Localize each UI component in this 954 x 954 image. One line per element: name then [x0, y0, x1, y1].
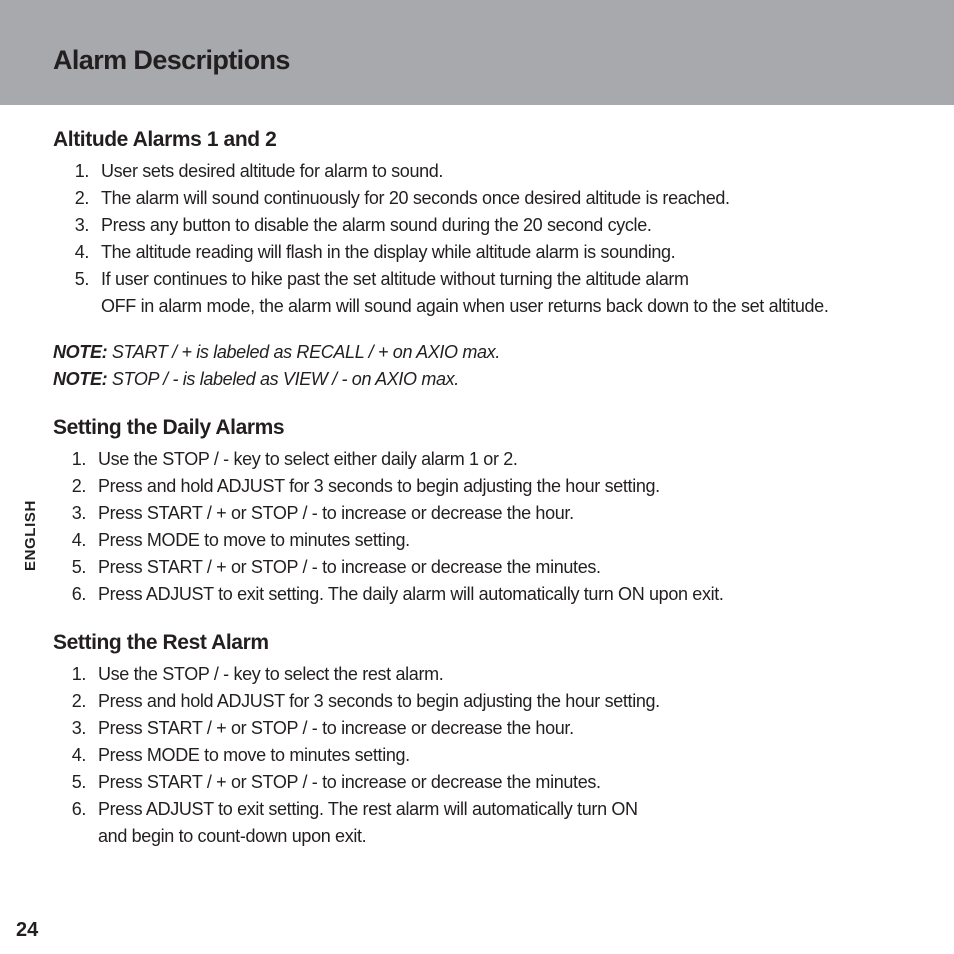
step-text: Press MODE to move to minutes setting. — [98, 745, 410, 765]
step-text: Press START / + or STOP / - to increase or decrease the hour. — [98, 718, 574, 738]
page-title: Alarm Descriptions — [53, 45, 290, 75]
step-text: Press ADJUST to exit setting. The daily alarm will automatically turn ON upon exit. — [98, 584, 724, 604]
section-rest-alarm — [53, 628, 933, 850]
list-item — [53, 742, 933, 769]
step-number: 1. — [74, 161, 89, 181]
page-number: 24 — [16, 919, 39, 941]
step-text — [101, 266, 828, 320]
step-text: Press START / + or STOP / - to increase or decrease the minutes. — [98, 557, 601, 577]
step-text: Press and hold ADJUST for 3 seconds to begin adjusting the hour setting. — [98, 691, 660, 711]
step-number: 2. — [74, 188, 89, 208]
step-number: 6. — [71, 584, 86, 604]
step-number: 4. — [71, 530, 86, 550]
step-text-line: Press ADJUST to exit setting. The rest alarm will automatically turn ON — [98, 799, 638, 819]
step-number: 5. — [71, 557, 86, 577]
list-item — [53, 473, 933, 500]
step-number: 1. — [71, 449, 86, 469]
daily-steps-list — [53, 446, 933, 608]
altitude-steps-list — [53, 158, 933, 320]
section-heading: Altitude Alarms 1 and 2 — [53, 128, 277, 151]
list-item — [53, 796, 933, 850]
list-item — [53, 715, 933, 742]
note-label: NOTE: — [53, 342, 108, 362]
step-number: 2. — [71, 691, 86, 711]
step-text: Use the STOP / - key to select the rest alarm. — [98, 664, 444, 684]
note-text: START / + is labeled as RECALL / + on AXIO max. — [107, 342, 500, 362]
step-text: Press START / + or STOP / - to increase or decrease the minutes. — [98, 772, 601, 792]
step-number: 3. — [71, 503, 86, 523]
step-text: User sets desired altitude for alarm to sound. — [101, 161, 444, 181]
rest-steps-list — [53, 661, 933, 850]
list-item — [53, 581, 933, 608]
step-text-line: and begin to count-down upon exit. — [98, 826, 367, 846]
section-daily-alarms — [53, 413, 933, 608]
step-number: 2. — [71, 476, 86, 496]
list-item — [53, 688, 933, 715]
step-text: Use the STOP / - key to select either daily alarm 1 or 2. — [98, 449, 518, 469]
list-item — [53, 185, 933, 212]
list-item — [53, 446, 933, 473]
step-text: Press and hold ADJUST for 3 seconds to begin adjusting the hour setting. — [98, 476, 660, 496]
list-item — [53, 554, 933, 581]
step-text: The alarm will sound continuously for 20 seconds once desired altitude is reached. — [101, 188, 730, 208]
step-text: The altitude reading will flash in the display while altitude alarm is sounding. — [101, 242, 676, 262]
step-number: 5. — [71, 772, 86, 792]
step-number: 4. — [71, 745, 86, 765]
step-number: 6. — [71, 799, 86, 819]
note-line — [53, 366, 933, 393]
section-heading: Setting the Rest Alarm — [53, 631, 269, 654]
step-text-line: If user continues to hike past the set altitude without turning the altitude alarm — [101, 269, 689, 289]
step-text: Press START / + or STOP / - to increase or decrease the hour. — [98, 503, 574, 523]
page-content — [53, 125, 933, 850]
step-text: Press any button to disable the alarm sound during the 20 second cycle. — [101, 215, 652, 235]
section-altitude-alarms — [53, 125, 933, 320]
step-number: 4. — [74, 242, 89, 262]
step-number: 1. — [71, 664, 86, 684]
section-heading: Setting the Daily Alarms — [53, 416, 285, 439]
list-item — [53, 500, 933, 527]
step-text — [98, 796, 638, 850]
note-label: NOTE: — [53, 369, 108, 389]
step-text: Press MODE to move to minutes setting. — [98, 530, 410, 550]
note-line — [53, 339, 933, 366]
list-item — [53, 769, 933, 796]
list-item — [53, 661, 933, 688]
list-item — [53, 158, 933, 185]
list-item — [53, 527, 933, 554]
note-text: STOP / - is labeled as VIEW / - on AXIO max. — [107, 369, 459, 389]
step-number: 5. — [74, 269, 89, 289]
list-item — [53, 212, 933, 239]
step-number: 3. — [71, 718, 86, 738]
language-side-label: ENGLISH — [22, 500, 39, 571]
notes-block — [53, 339, 933, 393]
step-text-line: OFF in alarm mode, the alarm will sound again when user returns back down to the set altitude. — [101, 296, 829, 316]
list-item — [53, 239, 933, 266]
list-item — [53, 266, 933, 320]
step-number: 3. — [74, 215, 89, 235]
